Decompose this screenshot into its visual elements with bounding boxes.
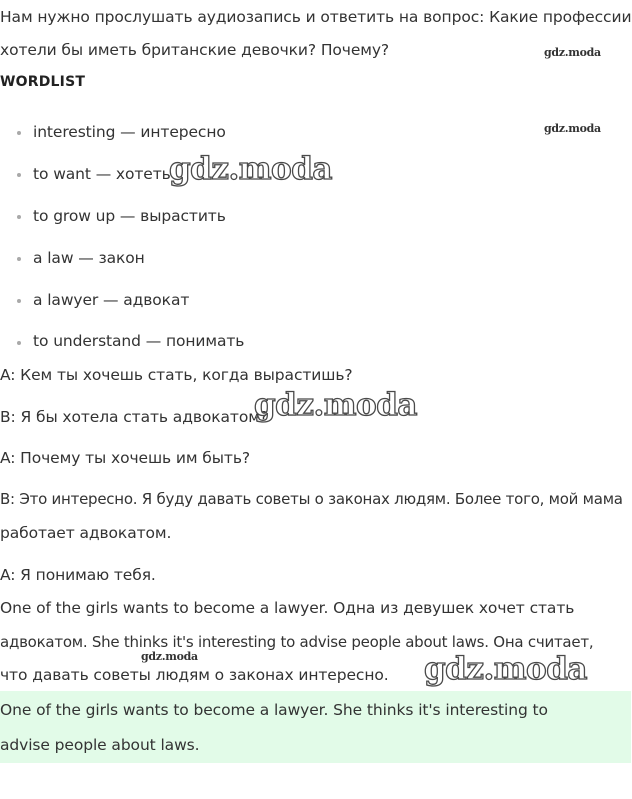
watermark: gdz.moda	[544, 122, 601, 135]
list-item: a lawyer — адвокат	[33, 291, 190, 309]
dialogue-line-a3: A: Я понимаю тебя.	[0, 566, 156, 584]
dialogue-line-a1: A: Кем ты хочешь стать, когда вырастишь?	[0, 366, 353, 384]
watermark: gdz.moda	[544, 46, 601, 59]
answer-line-1: One of the girls wants to become a lawyer. She thinks it's interesting to	[0, 701, 548, 719]
bullet-icon	[17, 299, 21, 303]
bullet-icon	[17, 173, 21, 177]
list-item: to understand — понимать	[33, 332, 245, 350]
watermark: gdz.moda	[254, 387, 417, 423]
task-line-2: хотели бы иметь британские девочки? Почему?	[0, 41, 390, 59]
bullet-icon	[17, 131, 21, 135]
bullet-icon	[17, 257, 21, 261]
answer-line-2: advise people about laws.	[0, 736, 200, 754]
bullet-icon	[17, 341, 21, 345]
list-item: to grow up — вырастить	[33, 207, 226, 225]
task-line-1: Нам нужно прослушать аудиозапись и ответить на вопрос: Какие профессии	[0, 8, 632, 26]
translation-line-2: адвокатом. She thinks it's interesting to advise people about laws. Она считает,	[0, 633, 594, 651]
bullet-icon	[17, 215, 21, 219]
translation-line-3: что давать советы людям о законах интересно.	[0, 666, 389, 684]
wordlist-heading: WORDLIST	[0, 74, 86, 90]
dialogue-line-b1: B: Я бы хотела стать адвокатом?	[0, 408, 268, 426]
list-item: a law — закон	[33, 249, 145, 267]
watermark: gdz.moda	[141, 650, 198, 663]
watermark: gdz.moda	[169, 151, 332, 187]
watermark: gdz.moda	[424, 651, 587, 687]
translation-line-1: One of the girls wants to become a lawyer. Одна из девушек хочет стать	[0, 599, 575, 617]
list-item: interesting — интересно	[33, 123, 226, 141]
dialogue-line-a2: A: Почему ты хочешь им быть?	[0, 449, 250, 467]
dialogue-line-b2: B: Это интересно. Я буду давать советы о законах людям. Более того, мой мама	[0, 490, 623, 508]
answer-box	[0, 691, 631, 763]
dialogue-line-b2-cont: работает адвокатом.	[0, 524, 172, 542]
list-item: to want — хотеть	[33, 165, 171, 183]
